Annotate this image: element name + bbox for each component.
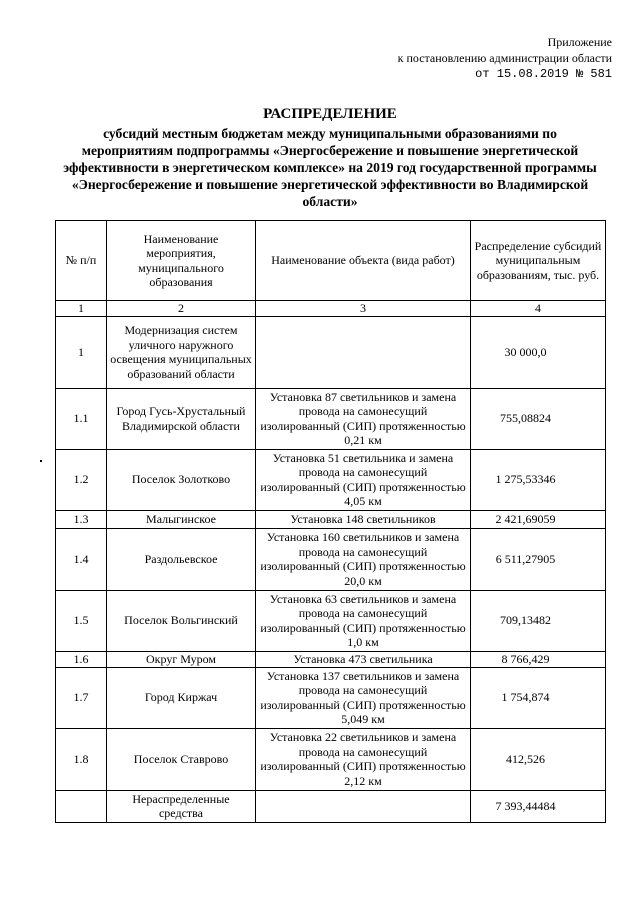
row-number: 1.1 <box>56 388 107 449</box>
table-row <box>56 316 606 388</box>
row-object: Установка 473 светильника <box>256 651 471 667</box>
table-row <box>56 510 606 528</box>
row-amount: 30 000,0 <box>471 316 606 388</box>
row-amount: 1 275,53346 <box>471 449 606 510</box>
header-object-name: Наименование объекта (вида работ) <box>256 221 471 301</box>
row-number <box>56 790 107 822</box>
column-number-cell: 4 <box>471 301 606 317</box>
table-column-number-row <box>56 301 606 317</box>
document-subtitle: субсидий местным бюджетам между муниципальными образованиями по мероприятиям подпрограммы «Энергосбережение и повышение энергетической эффективности в энергетическом комплексе» на 2019 год государственной программы «Энергосбережение и повышение энергетической эффективности во Владимирской области» <box>63 126 597 209</box>
table-row <box>56 449 606 510</box>
document-heading: РАСПРЕДЕЛЕНИЕ <box>263 106 397 122</box>
row-number: 1.7 <box>56 667 107 728</box>
row-number: 1.8 <box>56 728 107 790</box>
row-object <box>256 790 471 822</box>
subsidy-table <box>55 220 606 823</box>
appendix-title: Приложение <box>547 35 612 49</box>
header-measure-name: Наименование мероприятия, муниципального образования <box>107 221 256 301</box>
appendix-reference: к постановлению администрации области <box>397 51 612 65</box>
row-object: Установка 87 светильников и замена провода на самонесущий изолированный (СИП) протяженностью 0,21 км <box>256 388 471 449</box>
appendix-date-number: от 15.08.2019 № 581 <box>475 67 612 81</box>
row-amount: 2 421,69059 <box>471 510 606 528</box>
table-row <box>56 790 606 822</box>
table-row <box>56 651 606 667</box>
table-row <box>56 667 606 728</box>
row-amount: 709,13482 <box>471 590 606 651</box>
row-amount: 755,08824 <box>471 388 606 449</box>
row-object: Установка 148 светильников <box>256 510 471 528</box>
row-name: Модернизация систем уличного наружного освещения муниципальных образований области <box>107 316 256 388</box>
row-object: Установка 63 светильников и замена провода на самонесущий изолированный (СИП) протяженностью 1,0 км <box>256 590 471 651</box>
column-number-cell: 3 <box>256 301 471 317</box>
row-object: Установка 22 светильников и замена провода на самонесущий изолированный (СИП) протяженностью 2,12 км <box>256 728 471 790</box>
row-amount: 7 393,44484 <box>471 790 606 822</box>
table-row <box>56 528 606 590</box>
row-number: 1.6 <box>56 651 107 667</box>
row-name: Поселок Вольгинский <box>107 590 256 651</box>
header-distribution: Распределение субсидий муниципальным образованиям, тыс. руб. <box>471 221 606 301</box>
document-title-block <box>60 105 600 210</box>
column-number-cell: 1 <box>56 301 107 317</box>
row-object: Установка 137 светильников и замена провода на самонесущий изолированный (СИП) протяженностью 5,049 км <box>256 667 471 728</box>
row-number: 1.4 <box>56 528 107 590</box>
row-object <box>256 316 471 388</box>
row-name: Малыгинское <box>107 510 256 528</box>
column-number-cell: 2 <box>107 301 256 317</box>
table-row <box>56 728 606 790</box>
row-amount: 1 754,874 <box>471 667 606 728</box>
row-number: 1 <box>56 316 107 388</box>
table-header-row <box>56 221 606 301</box>
row-number: 1.2 <box>56 449 107 510</box>
row-object: Установка 51 светильника и замена провода на самонесущий изолированный (СИП) протяженностью 4,05 км <box>256 449 471 510</box>
row-name: Город Гусь-Хрустальный Владимирской области <box>107 388 256 449</box>
row-amount: 6 511,27905 <box>471 528 606 590</box>
scan-speck <box>40 460 42 462</box>
table-row <box>56 590 606 651</box>
row-amount: 412,526 <box>471 728 606 790</box>
row-number: 1.3 <box>56 510 107 528</box>
appendix-block <box>350 34 612 82</box>
row-name: Город Киржач <box>107 667 256 728</box>
row-name: Нераспределенные средства <box>107 790 256 822</box>
row-object: Установка 160 светильников и замена провода на самонесущий изолированный (СИП) протяженностью 20,0 км <box>256 528 471 590</box>
table-row <box>56 388 606 449</box>
row-name: Поселок Золотково <box>107 449 256 510</box>
row-number: 1.5 <box>56 590 107 651</box>
row-amount: 8 766,429 <box>471 651 606 667</box>
row-name: Округ Муром <box>107 651 256 667</box>
row-name: Раздольевское <box>107 528 256 590</box>
row-name: Поселок Ставрово <box>107 728 256 790</box>
header-number: № п/п <box>56 221 107 301</box>
